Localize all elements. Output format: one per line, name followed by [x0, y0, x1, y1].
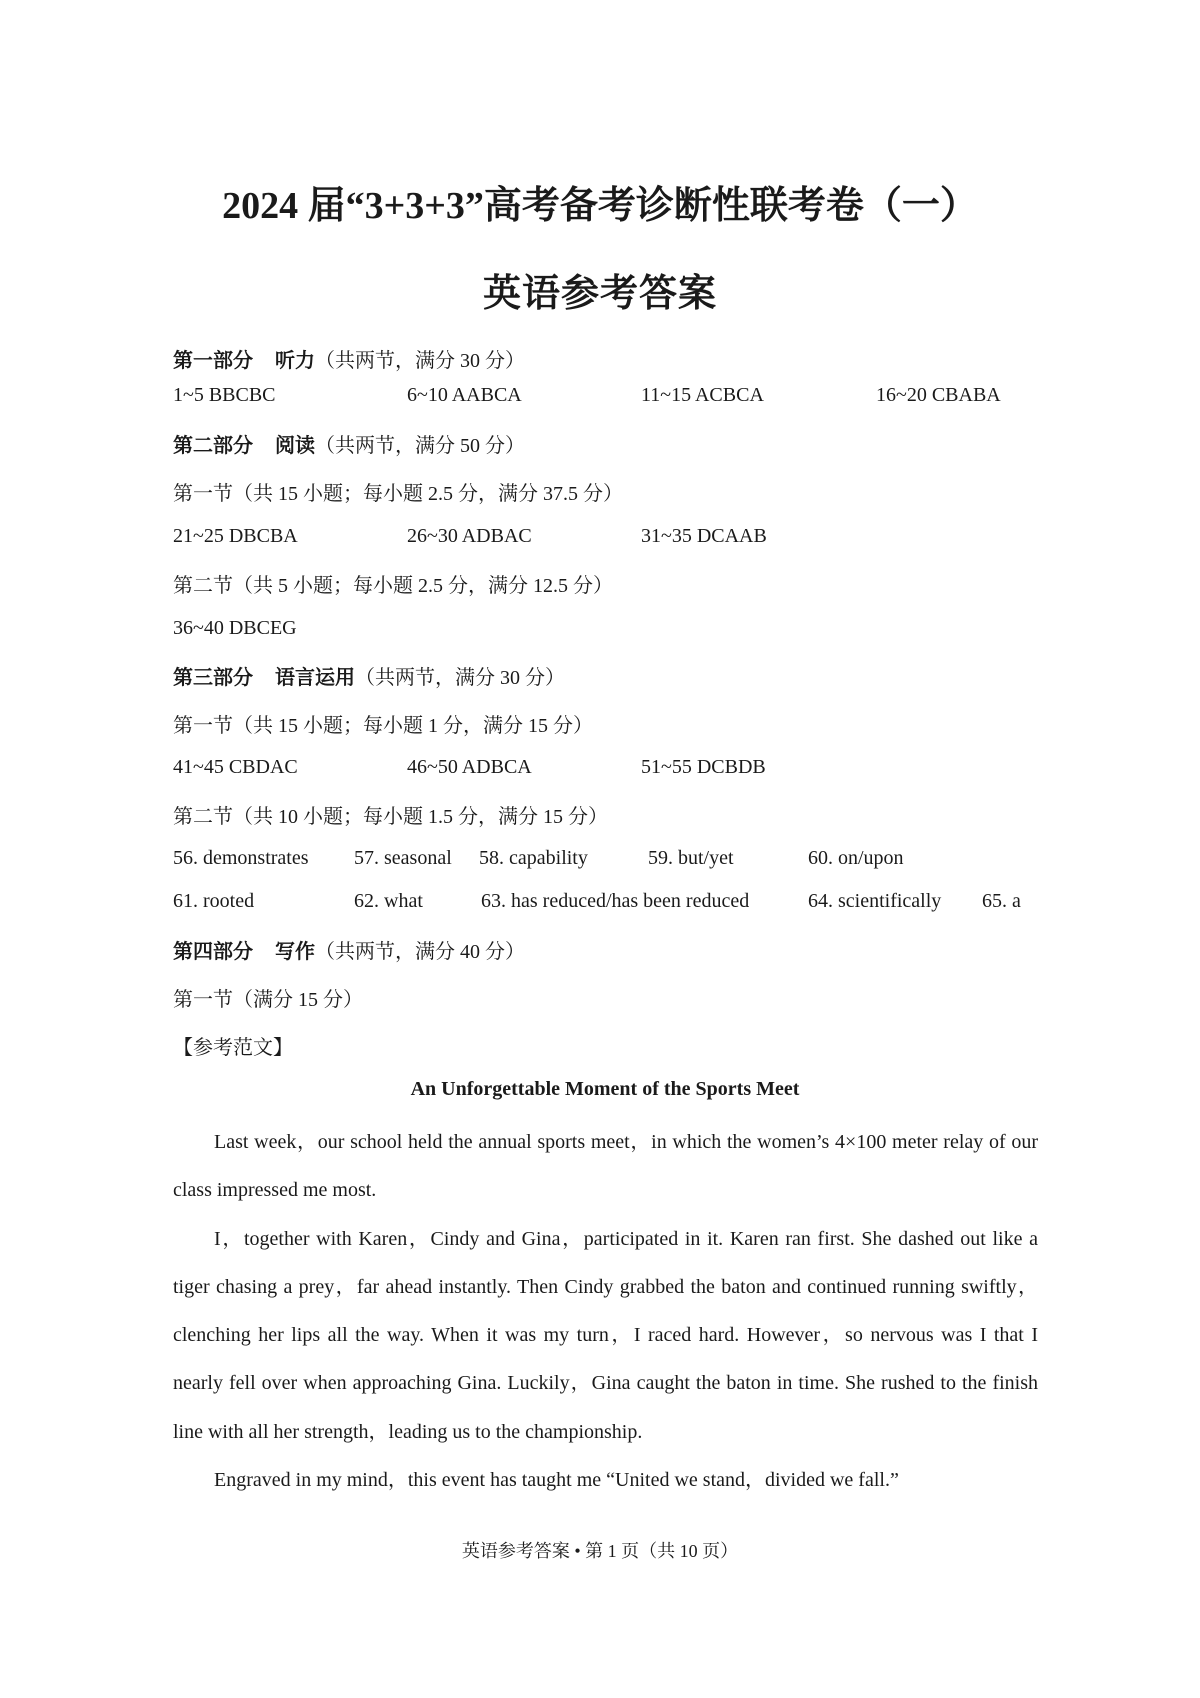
fill-answer: 64. scientifically	[808, 890, 942, 912]
essay-paragraph: I，together with Karen，Cindy and Gina，participated in it. Karen ran first. She dashed out like a tiger chasing a prey，far ahead instantly. Then Cindy grabbed the baton and continued running swiftly，clenching her lips all the way. When it was my turn，I raced hard. However，so nervous was I that I nearly fell over when approaching Gina. Luckily，Gina caught the baton in time. She rushed to the finish line with all her strength，leading us to the championship.	[173, 1227, 1038, 1443]
answer-group: 21~25 DBCBA	[173, 525, 298, 547]
essay-body	[173, 1118, 1038, 1504]
part3-section1-label: 第一节（共 15 小题；每小题 1 分，满分 15 分）	[173, 715, 593, 737]
part4-section1-label: 第一节（满分 15 分）	[173, 989, 363, 1011]
part3-section2-label: 第二节（共 10 小题；每小题 1.5 分，满分 15 分）	[173, 806, 608, 828]
answer-group: 6~10 AABCA	[407, 384, 522, 406]
part1-note: （共两节，满分 30 分）	[315, 350, 525, 372]
part4-heading: 第四部分	[173, 941, 253, 963]
answer-group: 26~30 ADBAC	[407, 525, 532, 547]
document-subtitle: 英语参考答案	[482, 273, 717, 315]
part1-heading: 第一部分	[173, 350, 253, 372]
fill-answer: 56. demonstrates	[173, 847, 309, 869]
answer-group: 31~35 DCAAB	[641, 525, 767, 547]
answer-group: 1~5 BBCBC	[173, 384, 276, 406]
document-title: 2024 届“3+3+3”高考备考诊断性联考卷（一）	[222, 185, 978, 227]
part1-heading-line	[173, 344, 525, 373]
part2-heading: 第二部分	[173, 435, 253, 457]
fill-answer: 58. capability	[479, 847, 588, 869]
part4-note: （共两节，满分 40 分）	[315, 941, 525, 963]
fill-answer: 61. rooted	[173, 890, 255, 912]
answer-group: 41~45 CBDAC	[173, 756, 298, 778]
fill-answer: 60. on/upon	[808, 847, 904, 869]
page-footer: 英语参考答案 • 第 1 页（共 10 页）	[461, 1541, 739, 1561]
essay-paragraph: Engraved in my mind，this event has taught me “United we stand，divided we fall.”	[214, 1469, 899, 1492]
answer-group: 46~50 ADBCA	[407, 756, 532, 778]
part1-name: 听力	[275, 350, 315, 372]
answer-group: 51~55 DCBDB	[641, 756, 766, 778]
part2-name: 阅读	[275, 435, 315, 457]
fill-answer: 65. a	[982, 890, 1021, 912]
fill-answer: 59. but/yet	[648, 847, 734, 869]
part2-section1-label: 第一节（共 15 小题；每小题 2.5 分，满分 37.5 分）	[173, 483, 623, 505]
part2-note: （共两节，满分 50 分）	[315, 435, 525, 457]
fill-answer: 57. seasonal	[354, 847, 452, 869]
part4-name: 写作	[275, 941, 315, 963]
fill-answer: 63. has reduced/has been reduced	[481, 890, 750, 912]
part3-heading: 第三部分	[173, 667, 253, 689]
answer-group: 11~15 ACBCA	[641, 384, 764, 406]
sample-essay-label: 【参考范文】	[173, 1037, 293, 1059]
fill-answer: 62. what	[354, 890, 423, 912]
part2-section2-label: 第二节（共 5 小题；每小题 2.5 分，满分 12.5 分）	[173, 575, 613, 597]
part3-heading-line	[173, 661, 565, 690]
answer-group: 16~20 CBABA	[876, 384, 1001, 406]
part3-note: （共两节，满分 30 分）	[355, 667, 565, 689]
essay-paragraph: Last week，our school held the annual sports meet，in which the women’s 4×100 meter relay of our class impressed me most.	[173, 1131, 1038, 1202]
answer-group: 36~40 DBCEG	[173, 617, 297, 639]
part2-heading-line	[173, 429, 525, 458]
essay-title: An Unforgettable Moment of the Sports Meet	[410, 1078, 800, 1100]
part4-heading-line	[173, 935, 525, 964]
part3-name: 语言运用	[275, 667, 355, 689]
